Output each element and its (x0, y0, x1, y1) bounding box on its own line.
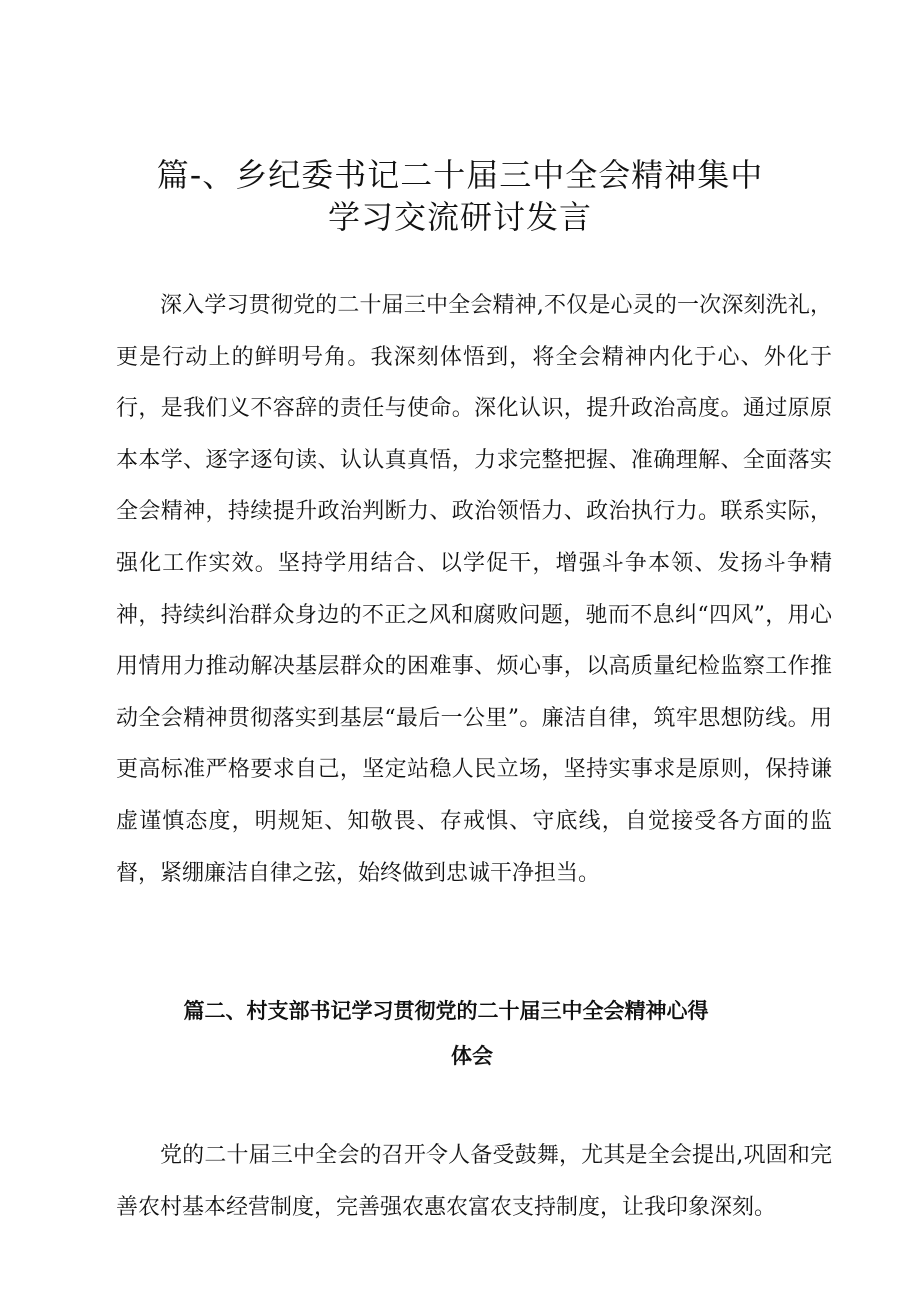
section1-title-line2: 学习交流研讨发言 (327, 198, 592, 236)
section1-paragraph: 深入学习贯彻党的二十届三中全会精神,不仅是心灵的一次深刻洗礼，更是行动上的鲜明号角。我深刻体悟到，将全会精神内化于心、外化于行，是我们义不容辞的责任与使命。深化认识，提升政治高度。通过原原本本学、逐字逐句读、认认真真悟，力求完整把握、准确理解、全面落实全会精神，持续提升政治判断力、政治领悟力、政治执行力。联系实际，强化工作实效。坚持学用结合、以学促干，增强斗争本领、发扬斗争精神，持续纠治群众身边的不正之风和腐败问题，驰而不息纠“四风”，用心用情用力推动解决基层群众的困难事、烦心事，以高质量纪检监察工作推动全会精神贯彻落实到基层“最后一公里”。廉洁自律，筑牢思想防线。用更高标准严格要求自己，坚定站稳人民立场，坚持实事求是原则，保持谦虚谨慎态度，明规矩、知敬畏、存戒惧、守底线，自觉接受各方面的监督，紧绷廉洁自律之弦，始终做到忠诚干净担当。 (116, 293, 832, 886)
section1-title-line1: 篇-、乡纪委书记二十届三中全会精神集中 (156, 156, 764, 194)
section2-paragraph: 党的二十届三中全会的召开令人备受鼓舞，尤其是全会提出,巩固和完善农村基本经营制度，完善强农惠农富农支持制度，让我印象深刻。 (116, 1143, 832, 1220)
section2-title-line2: 体会 (451, 1044, 493, 1068)
section2-title-line1: 篇二、村支部书记学习贯彻党的二十届三中全会精神心得 (183, 999, 709, 1023)
